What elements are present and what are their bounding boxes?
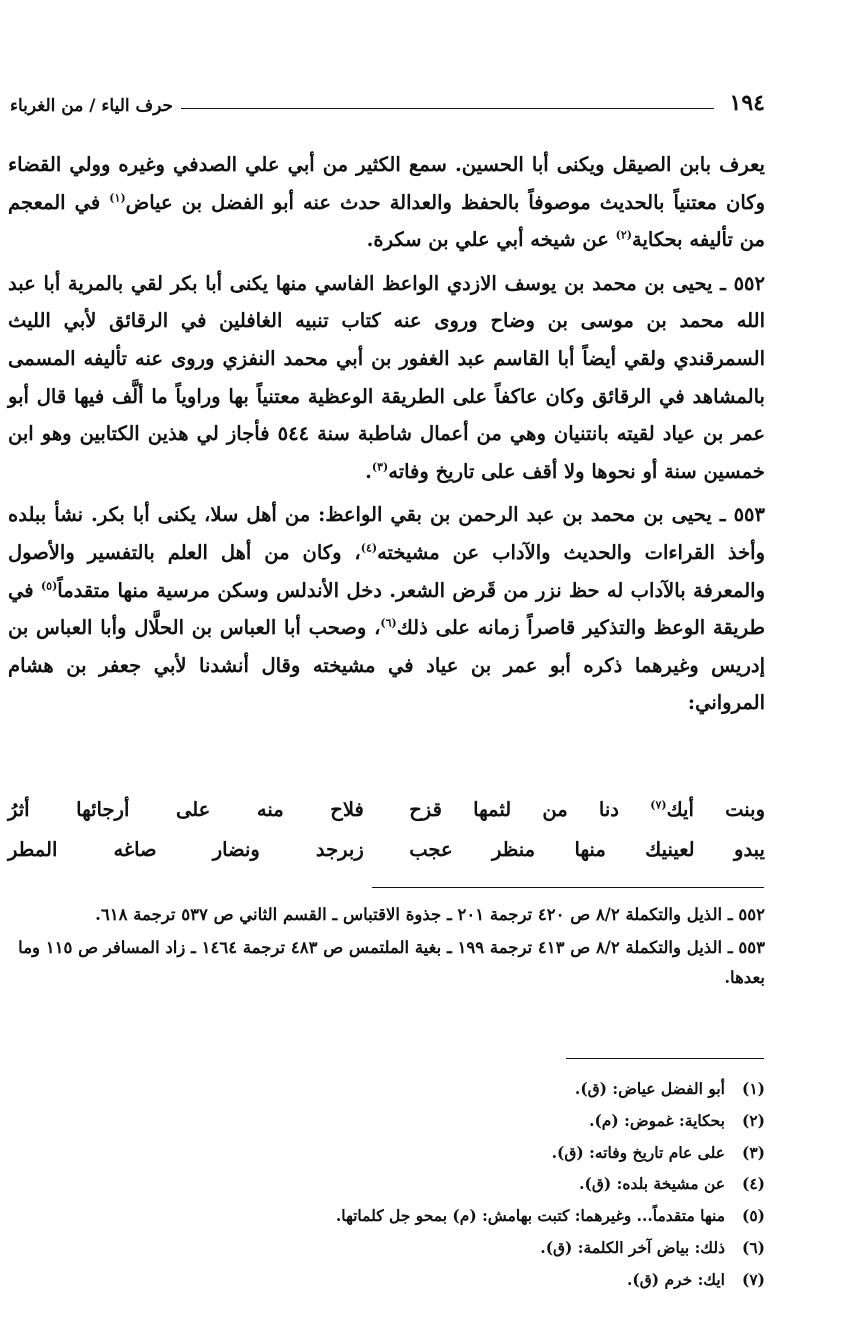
- footnote: [40, 1073, 765, 1105]
- verse-line: [8, 798, 765, 838]
- footnote-text: ذلك: بياض آخر الكلمة: (ق).: [540, 1237, 725, 1257]
- footnote-text: بحكاية: غموض: (م).: [589, 1110, 725, 1130]
- source-entry-552: ٥٥٢ ـ الذيل والتكملة ٨/٢ ص ٤٢٠ ترجمة ٢٠١ ـ جذوة الاقتباس ـ القسم الثاني ص ٥٣٧ ترجمة ٦١٨.: [95, 905, 765, 924]
- main-text: [8, 146, 765, 728]
- header-rule: [181, 108, 714, 109]
- footnote-number: (٦): [741, 1237, 765, 1257]
- footnote-number: (٤): [741, 1174, 765, 1194]
- entry-553: ٥٥٣ ـ يحيى بن محمد بن عبد الرحمن بن بقي الواعظ: من أهل سلا، يكنى أبا بكر. نشأ ببلده وأخذ القراءات والحديث والآداب عن مشيخته$^{(٤)}$، وكان من أهل العلم بالتفسير والأصول والمعرفة بالآداب له حظ نزر من قَرض الشعر. دخل الأندلس وسكن مرسية منها متقدماً$^{(٥)}$ في طريقة الوعظ والتذكير قاصراً زمانه على ذلك$^{(٦)}$، وصحب أبا العباس بن الحلَّال وأبا العباس بن إدريس وغيرهما ذكره أبو عمر بن عياد في مشيخته وقال أنشدنا لأبي جعفر بن هشام المرواني:: [8, 503, 765, 715]
- footnote-text: على عام تاريخ وفاته: (ق).: [551, 1142, 725, 1162]
- sources-divider: [372, 887, 764, 888]
- footnotes-list: [40, 1073, 765, 1296]
- footnote-number: (٣): [741, 1142, 765, 1162]
- footnote: [40, 1137, 765, 1169]
- footnote: [40, 1232, 765, 1264]
- footnote: [40, 1200, 765, 1232]
- footnote-number: (٢): [741, 1110, 765, 1130]
- entry-continuation: يعرف بابن الصيقل ويكنى أبا الحسين. سمع الكثير من أبي علي الصدفي وغيره وولي القضاء وكان معتنياً بالحديث موصوفاً بالحفظ والعدالة حدث عنه أبو الفضل بن عياض$^{(١)}$ في المعجم من تأليفه بحكاية$^{(٢)}$ عن شيخه أبي علي بن سكرة.: [8, 153, 765, 252]
- verse-second-hemistich: فلاح منه على أرجائها أثرُ: [8, 798, 364, 821]
- poem-verses: [8, 798, 765, 878]
- verse-first-hemistich: يبدو لعينيك منها منظر عجب: [409, 838, 765, 861]
- footnote-ref-2: (٢): [615, 228, 632, 242]
- verse-line: [8, 838, 765, 878]
- footnote: [40, 1264, 765, 1296]
- footnote-ref-1: (١): [109, 191, 126, 205]
- verse-second-hemistich: زبرجد ونضار صاغه المطر: [8, 838, 364, 861]
- footnote-ref-4: (٤): [360, 541, 378, 555]
- footnote-text: منها متقدماً... وغيرهما: كتبت بهامش: (م) بمحو جل كلماتها.: [335, 1206, 725, 1226]
- page-number: ١٩٤: [729, 90, 765, 116]
- footnote-ref-5: (٥): [40, 579, 58, 593]
- footnote-number: (٧): [741, 1269, 765, 1289]
- source-entry-553: ٥٥٣ ـ الذيل والتكملة ٨/٢ ص ٤١٣ ترجمة ١٩٩ ـ بغية الملتمس ص ٤٨٣ ترجمة ١٤٦٤ ـ زاد المسافر ص ١١٥ وما بعدها.: [18, 938, 765, 987]
- footnote-ref-6: (٦): [380, 616, 397, 630]
- footnote: [40, 1168, 765, 1200]
- source-references: [8, 900, 765, 996]
- footnote-number: (٥): [741, 1206, 765, 1226]
- entry-552: ٥٥٢ ـ يحيى بن محمد بن يوسف الازدي الواعظ الفاسي منها يكنى أبا بكر لقي بالمرية أبا عبد الله محمد بن موسى بن وضاح وروى عنه كتاب تنبيه الغافلين في الرقائق لأبي الليث السمرقندي ولقي أيضاً أبا القاسم عبد الغفور بن أبي محمد النفزي وروى عنه تأليفه المسمى بالمشاهد في الرقائق وكان عاكفاً على الطريقة الوعظية معتنياً بها وراوياً ما ألَّف فيها قال أبو عمر بن عياد لقيته بانتنيان وهي من أعمال شاطبة سنة ٥٤٤ فأجاز لي هذين الكتابين وهو ابن خمسين سنة أو نحوها ولا أقف على تاريخ وفاته$^{(٣)}$.: [8, 271, 765, 483]
- footnote-ref-3: (٣): [371, 460, 389, 474]
- running-header: [10, 88, 765, 116]
- footnote-ref-7: (٧): [650, 798, 667, 812]
- footnote-text: أبو الفضل عياض: (ق).: [574, 1079, 725, 1098]
- footnote-number: (١): [741, 1079, 765, 1098]
- footnotes-divider: [566, 1058, 764, 1059]
- footnote-text: عن مشيخة بلده: (ق).: [579, 1174, 725, 1194]
- verse-first-hemistich: وبنت أيك$^{(٧)}$ دنا من لثمها قزح: [409, 798, 765, 821]
- footnote: [40, 1105, 765, 1137]
- footnote-text: ايك: خرم (ق).: [626, 1269, 725, 1289]
- chapter-title: حرف الياء / من الغرباء: [10, 96, 174, 116]
